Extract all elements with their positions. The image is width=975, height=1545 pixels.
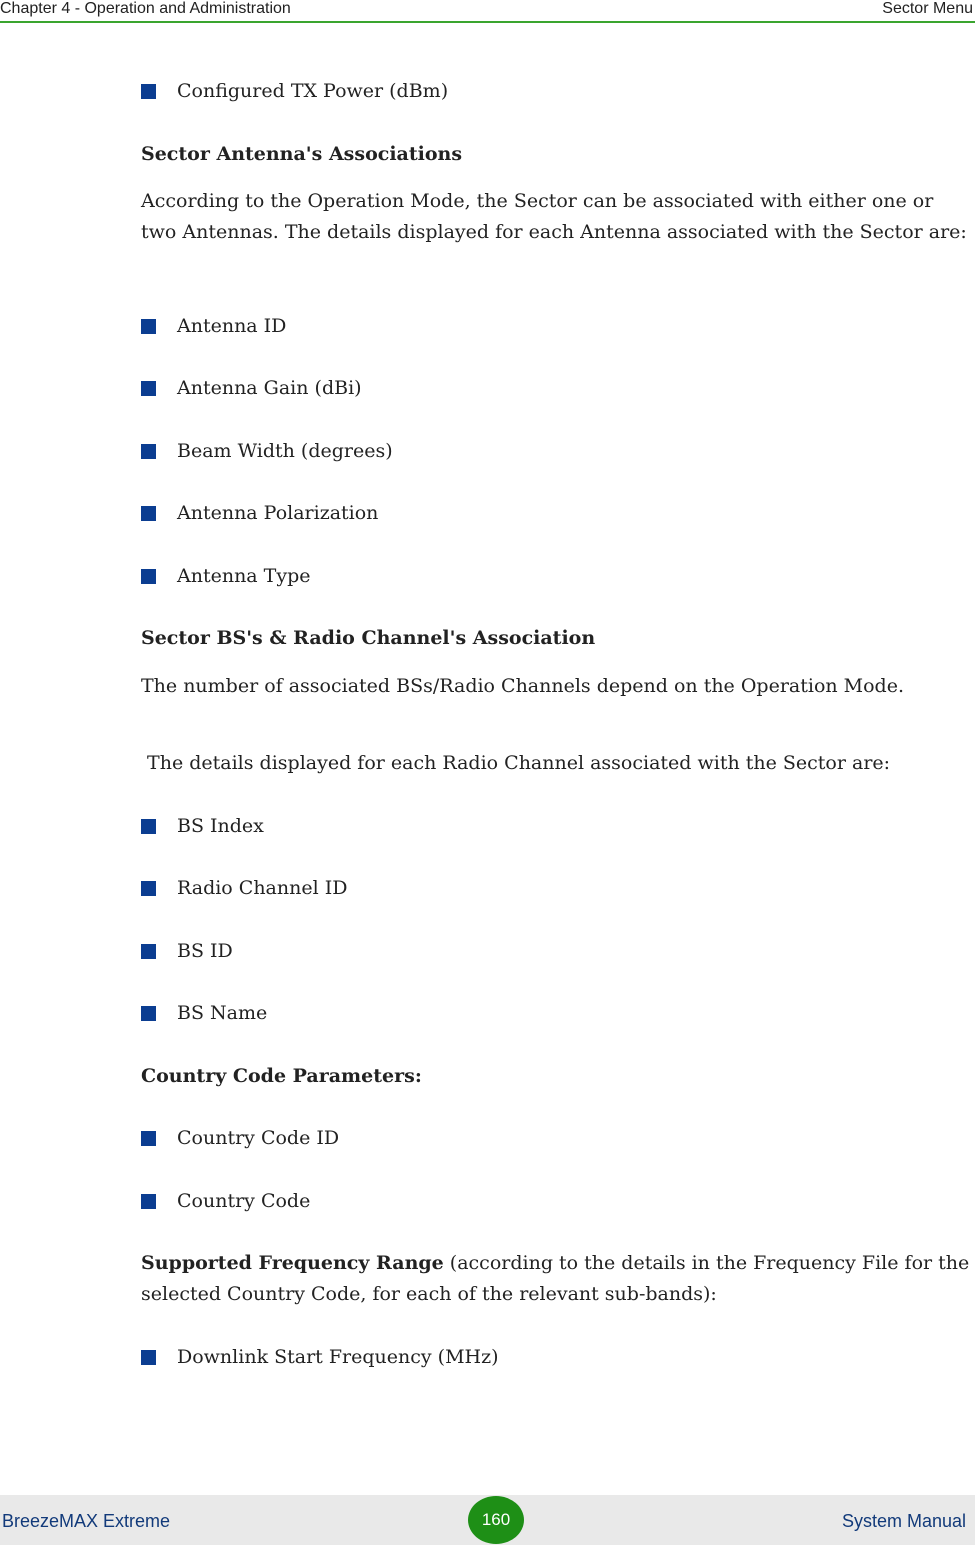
paragraph <box>141 1248 971 1310</box>
paragraph: According to the Operation Mode, the Sector can be associated with either one or two Antennas. The details displayed for each Antenna associated with the Sector are: <box>141 190 967 243</box>
chapter-title: Chapter 4 - Operation and Administration <box>0 0 291 17</box>
section-heading: Country Code Parameters: <box>141 1065 422 1087</box>
page-header <box>0 0 975 22</box>
header-divider <box>0 21 975 23</box>
page-footer <box>0 1495 975 1545</box>
section-heading: Sector Antenna's Associations <box>141 143 463 165</box>
bullet-square-icon <box>141 881 156 896</box>
bullet-square-icon <box>141 444 156 459</box>
bullet-square-icon <box>141 506 156 521</box>
bullet-square-icon <box>141 319 156 334</box>
page-number: 160 <box>468 1496 524 1544</box>
bullet-square-icon <box>141 944 156 959</box>
inline-heading: Supported Frequency Range <box>141 1252 444 1274</box>
product-name: BreezeMAX Extreme <box>2 1511 171 1531</box>
manual-name: System Manual <box>841 1511 966 1531</box>
bullet-square-icon <box>141 1131 156 1146</box>
bullet-square-icon <box>141 381 156 396</box>
paragraph: The details displayed for each Radio Channel associated with the Sector are: <box>141 752 891 774</box>
section-title: Sector Menu <box>882 0 973 17</box>
bullet-square-icon <box>141 1194 156 1209</box>
bullet-square-icon <box>141 1350 156 1365</box>
paragraph-text: (according to the details in the Frequency File for the selected Country Code, for each of the relevant sub-bands): <box>141 1252 970 1305</box>
bullet-square-icon <box>141 569 156 584</box>
bullet-square-icon <box>141 1006 156 1021</box>
paragraph: The number of associated BSs/Radio Channels depend on the Operation Mode. <box>141 675 905 697</box>
bullet-square-icon <box>141 819 156 834</box>
section-heading: Sector BS's & Radio Channel's Association <box>141 627 596 649</box>
bullet-square-icon <box>141 84 156 99</box>
